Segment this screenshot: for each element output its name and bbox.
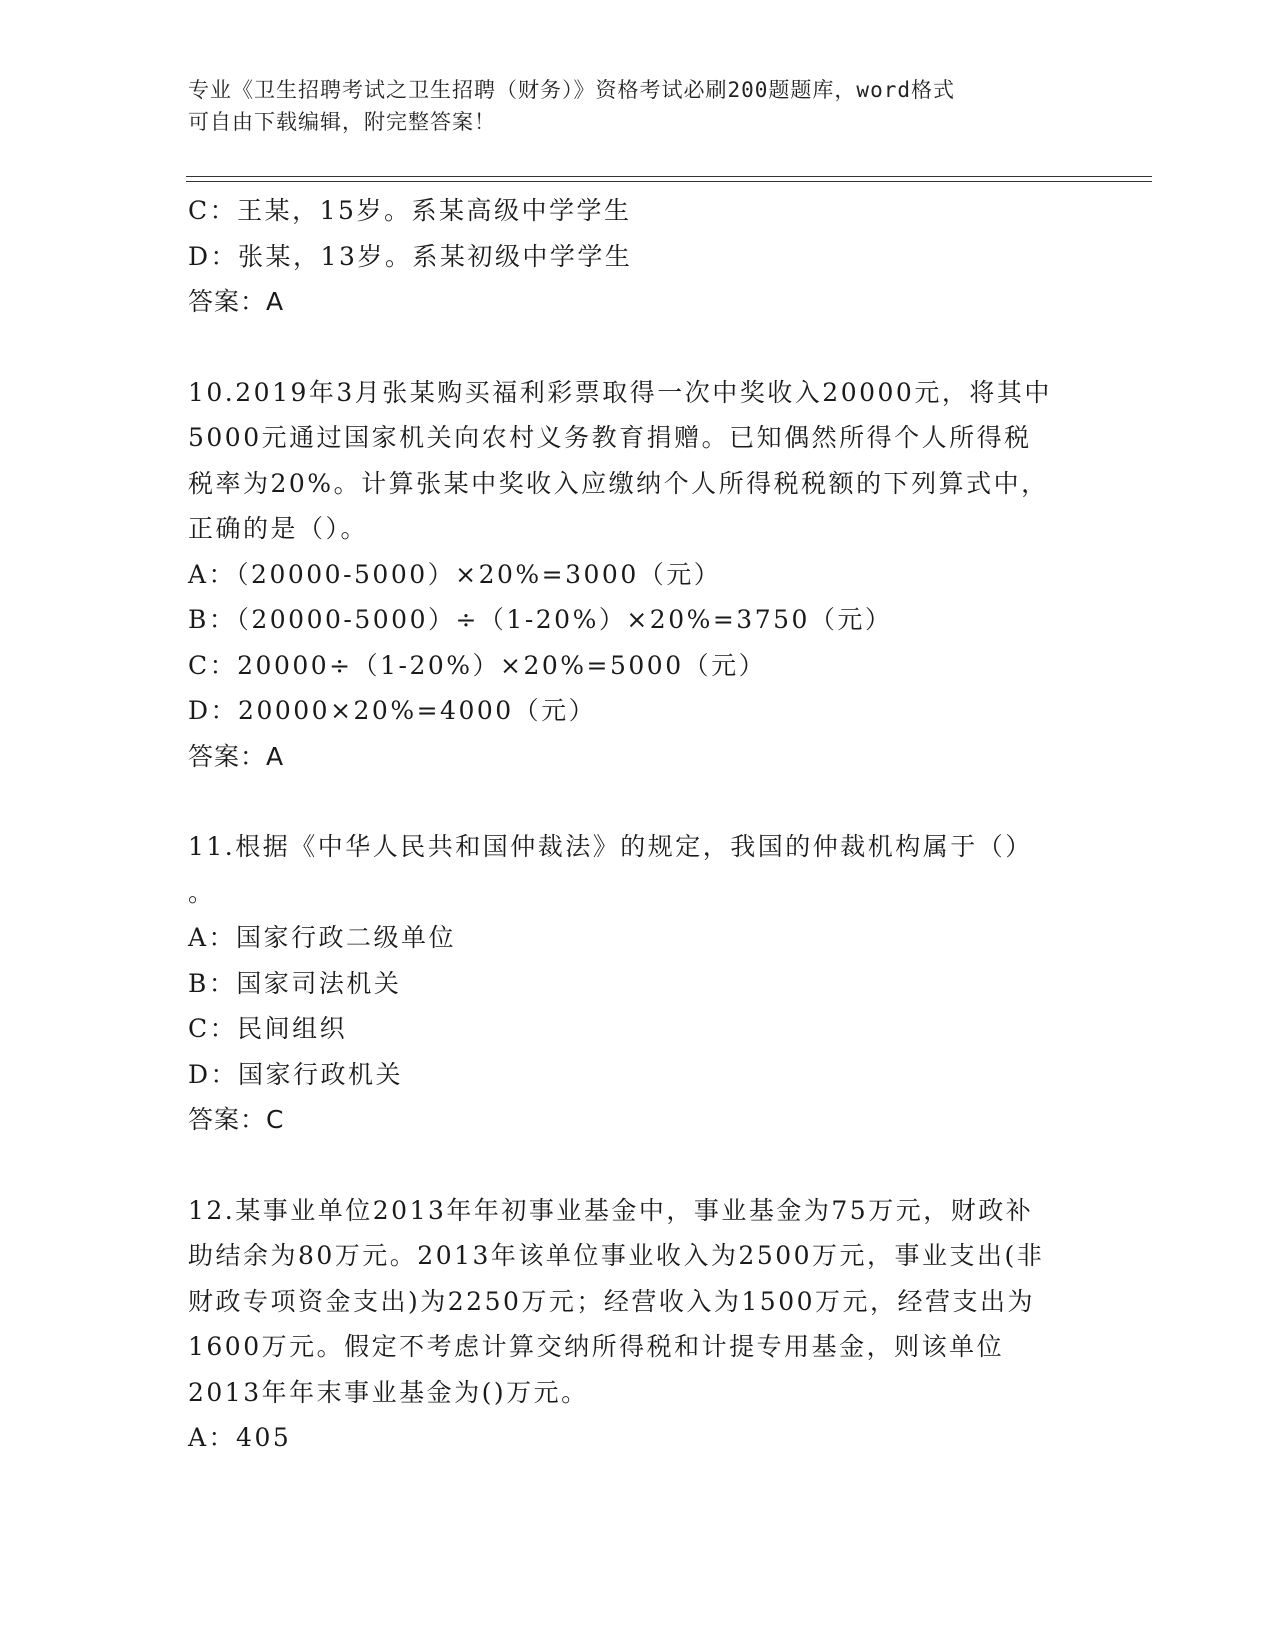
document-header bbox=[188, 74, 1068, 138]
header-divider-bottom bbox=[186, 181, 1152, 182]
q12-stem-line-1: 12.某事业单位2013年年初事业基金中，事业基金为75万元，财政补 bbox=[188, 1195, 1034, 1225]
q9-option-d: D：张某，13岁。系某初级中学学生 bbox=[188, 241, 633, 271]
q10-stem-line-3: 税率为20%。计算张某中奖收入应缴纳个人所得税税额的下列算式中， bbox=[188, 468, 1049, 498]
q11-answer: 答案：C bbox=[188, 1105, 285, 1134]
q11-option-d: D：国家行政机关 bbox=[188, 1059, 404, 1089]
header-title-line-1: 专业《卫生招聘考试之卫生招聘（财务）》资格考试必刷200题题库，word格式 bbox=[188, 78, 955, 102]
q9-option-c: C：王某，15岁。系某高级中学学生 bbox=[188, 196, 632, 225]
spacer bbox=[188, 325, 1088, 370]
q10-option-b: B：（20000-5000）÷（1-20%）×20%=3750（元） bbox=[188, 605, 893, 634]
header-divider-top bbox=[186, 176, 1152, 177]
q12-option-a: A：405 bbox=[188, 1423, 292, 1452]
q10-option-c: C：20000÷（1-20%）×20%=5000（元） bbox=[188, 650, 767, 680]
spacer bbox=[188, 779, 1088, 824]
q10-stem-line-2: 5000元通过国家机关向农村义务教育捐赠。已知偶然所得个人所得税 bbox=[188, 423, 1032, 452]
q11-option-c: C：民间组织 bbox=[188, 1014, 348, 1043]
spacer bbox=[188, 1143, 1088, 1188]
q10-stem-line-1: 10.2019年3月张某购买福利彩票取得一次中奖收入20000元，将其中 bbox=[188, 377, 1052, 407]
q12-stem-line-2: 助结余为80万元。2013年该单位事业收入为2500万元，事业支出(非 bbox=[188, 1241, 1045, 1270]
q11-stem-line-1: 11.根据《中华人民共和国仲裁法》的规定，我国的仲裁机构属于（） bbox=[188, 832, 1033, 861]
q10-answer: 答案：A bbox=[188, 741, 285, 771]
q10-option-d: D：20000×20%=4000（元） bbox=[188, 696, 597, 725]
question-content bbox=[188, 188, 1088, 1461]
q10-option-a: A：（20000-5000）×20%=3000（元） bbox=[188, 559, 722, 589]
q12-stem-line-4: 1600万元。假定不考虑计算交纳所得税和计提专用基金，则该单位 bbox=[188, 1332, 1005, 1361]
q9-answer: 答案：A bbox=[188, 287, 285, 316]
q12-stem-line-5: 2013年年末事业基金为()万元。 bbox=[188, 1377, 589, 1407]
q11-stem-line-2: 。 bbox=[188, 877, 216, 907]
q11-option-a: A：国家行政二级单位 bbox=[188, 923, 457, 952]
header-title-line-2: 可自由下载编辑，附完整答案！ bbox=[188, 110, 496, 134]
q12-stem-line-3: 财政专项资金支出)为2250万元；经营收入为1500万元，经营支出为 bbox=[188, 1286, 1036, 1316]
q10-stem-line-4: 正确的是（）。 bbox=[188, 514, 369, 543]
q11-option-b: B：国家司法机关 bbox=[188, 968, 402, 998]
